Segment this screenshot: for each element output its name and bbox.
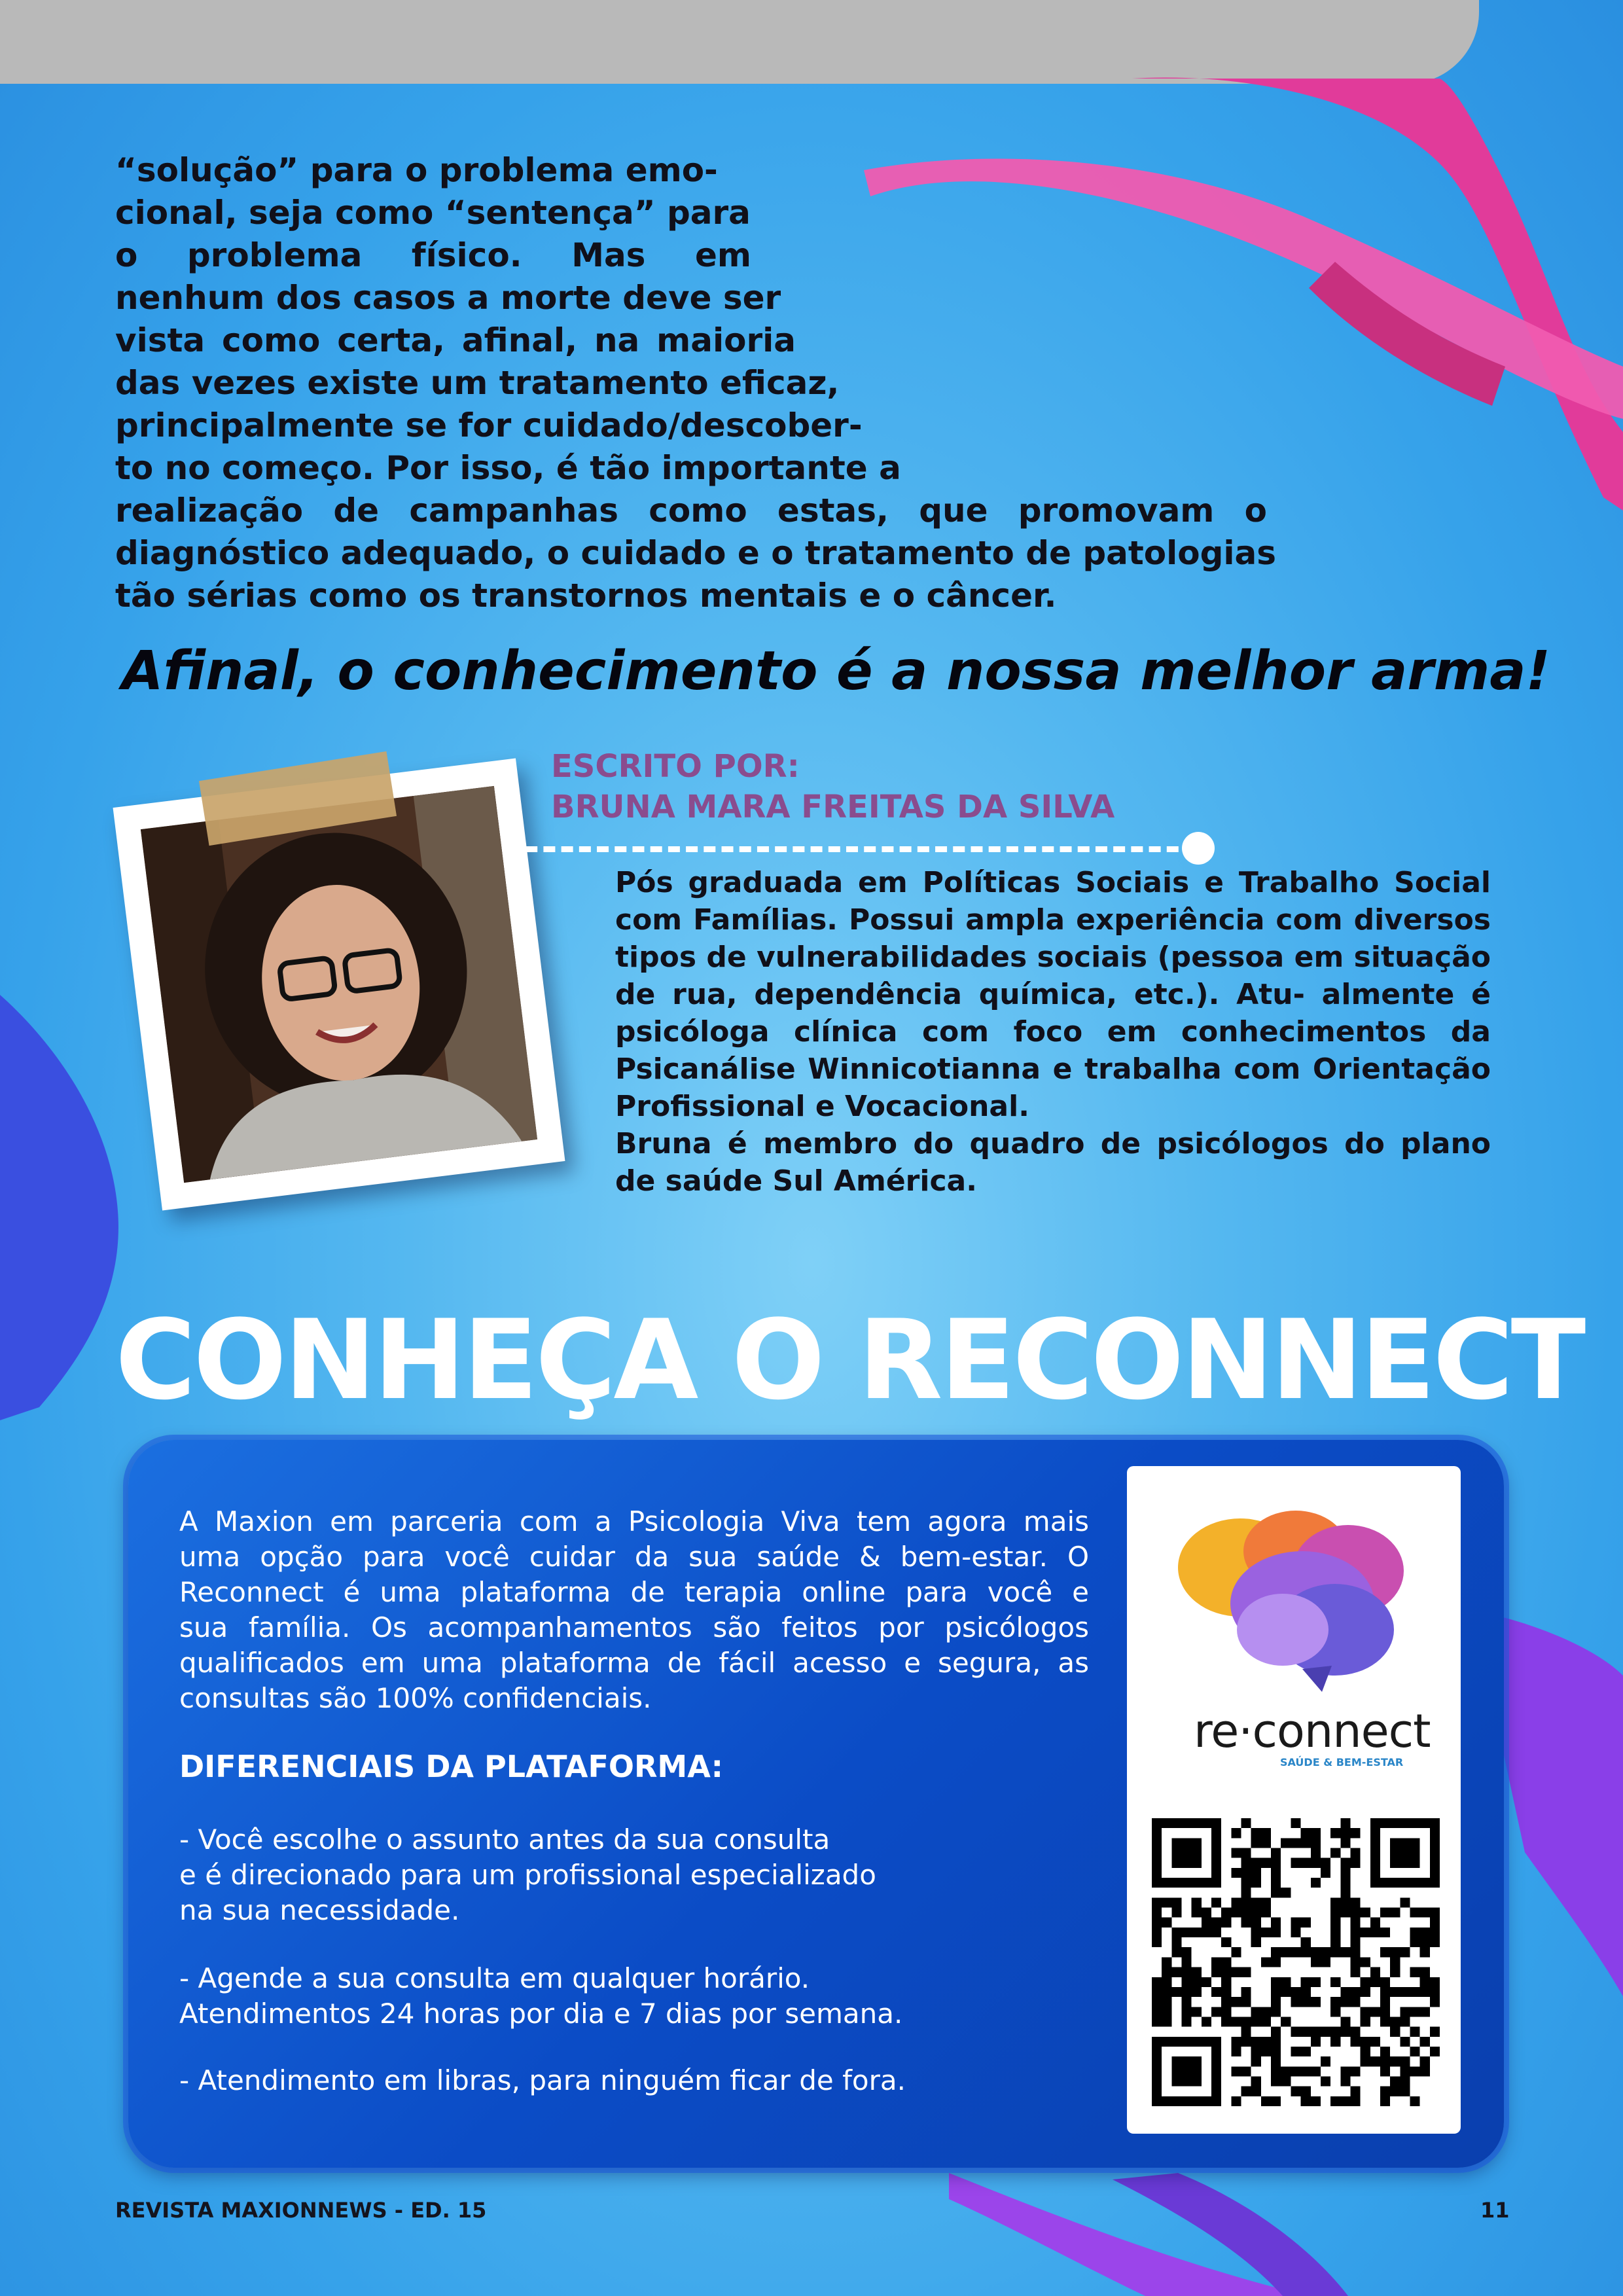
section-headline: CONHEÇA O RECONNECT bbox=[115, 1296, 1584, 1424]
benefit-line: e é direcionado para um profissional especializado bbox=[179, 1859, 876, 1891]
intro-line: “solução” para o problema emo- bbox=[115, 151, 718, 189]
benefit-item bbox=[179, 1822, 1096, 1928]
intro-line: to no começo. Por isso, é tão importante a bbox=[115, 449, 901, 487]
footer-page-number: 11 bbox=[1480, 2198, 1510, 2223]
bio-line: de rua, dependência química, etc.). Atu- almente é bbox=[615, 978, 1491, 1011]
slogan: Afinal, o conhecimento é a nossa melhor arma! bbox=[122, 640, 1551, 702]
intro-paragraph bbox=[115, 149, 1306, 617]
differentials-title: DIFERENCIAIS DA PLATAFORMA: bbox=[179, 1749, 724, 1784]
written-by-label: ESCRITO POR: bbox=[551, 748, 800, 785]
card-line: sua família. Os acompanhamentos são feitos por psicólogos bbox=[179, 1611, 1089, 1643]
qr-code[interactable] bbox=[1152, 1818, 1440, 2106]
bio-line: psicóloga clínica com foco em conhecimentos da bbox=[615, 1015, 1491, 1049]
card-line: consultas são 100% confidenciais. bbox=[179, 1682, 652, 1714]
dashed-divider bbox=[508, 846, 1196, 852]
benefit-line: Atendimentos 24 horas por dia e 7 dias por semana. bbox=[179, 1998, 903, 2030]
intro-line: vista como certa, afinal, na maioria bbox=[115, 321, 796, 359]
bio-line: Pós graduada em Políticas Sociais e Trabalho Social bbox=[615, 866, 1491, 899]
intro-line: das vezes existe um tratamento eficaz, bbox=[115, 364, 840, 402]
intro-line: diagnóstico adequado, o cuidado e o tratamento de patologias bbox=[115, 534, 1277, 572]
benefit-line: - Atendimento em libras, para ninguém ficar de fora. bbox=[179, 2064, 906, 2096]
reconnect-wordmark: re·connect bbox=[1194, 1704, 1431, 1758]
card-line: A Maxion em parceria com a Psicologia Viva tem agora mais bbox=[179, 1505, 1089, 1537]
benefit-item bbox=[179, 2063, 1096, 2098]
intro-line: realização de campanhas como estas, que promovam o bbox=[115, 492, 1267, 529]
author-photo-frame bbox=[113, 759, 565, 1211]
author-portrait-illustration bbox=[141, 786, 537, 1183]
author-name: BRUNA MARA FREITAS DA SILVA bbox=[551, 789, 1115, 825]
bio-line: com Famílias. Possui ampla experiência com diversos bbox=[615, 903, 1491, 937]
bio-line: Psicanálise Winnicotianna e trabalha com Orientação bbox=[615, 1052, 1491, 1086]
intro-line: nenhum dos casos a morte deve ser bbox=[115, 279, 781, 317]
bio-line: de saúde Sul América. bbox=[615, 1164, 977, 1198]
intro-line: tão sérias como os transtornos mentais e o câncer. bbox=[115, 577, 1057, 615]
author-photo bbox=[141, 786, 537, 1183]
author-bio bbox=[615, 864, 1491, 1200]
card-line: qualificados em uma plataforma de fácil acesso e segura, as bbox=[179, 1647, 1089, 1679]
divider-dot bbox=[1182, 832, 1215, 865]
reconnect-brain-logo bbox=[1171, 1505, 1414, 1695]
author-credit bbox=[551, 746, 1115, 827]
bio-line: Profissional e Vocacional. bbox=[615, 1090, 1029, 1123]
card-line: uma opção para você cuidar da sua saúde & bem-estar. O bbox=[179, 1541, 1089, 1573]
card-line: Reconnect é uma plataforma de terapia online para você e bbox=[179, 1576, 1089, 1608]
benefit-line: - Você escolhe o assunto antes da sua consulta bbox=[179, 1823, 830, 1856]
intro-line: cional, seja como “sentença” para bbox=[115, 194, 751, 232]
benefit-item bbox=[179, 1961, 1096, 2032]
intro-line: o problema físico. Mas em bbox=[115, 236, 751, 274]
reconnect-tagline: SAÚDE & BEM-ESTAR bbox=[1280, 1756, 1404, 1768]
footer-publication: REVISTA MAXIONNEWS - ED. 15 bbox=[115, 2198, 487, 2223]
benefit-line: na sua necessidade. bbox=[179, 1894, 460, 1926]
reconnect-intro bbox=[179, 1504, 1089, 1716]
benefit-line: - Agende a sua consulta em qualquer horário. bbox=[179, 1962, 810, 1994]
bio-line: Bruna é membro do quadro de psicólogos do plano bbox=[615, 1127, 1491, 1160]
bio-line: tipos de vulnerabilidades sociais (pessoa em situação bbox=[615, 941, 1491, 974]
intro-line: principalmente se for cuidado/descober- bbox=[115, 406, 863, 444]
